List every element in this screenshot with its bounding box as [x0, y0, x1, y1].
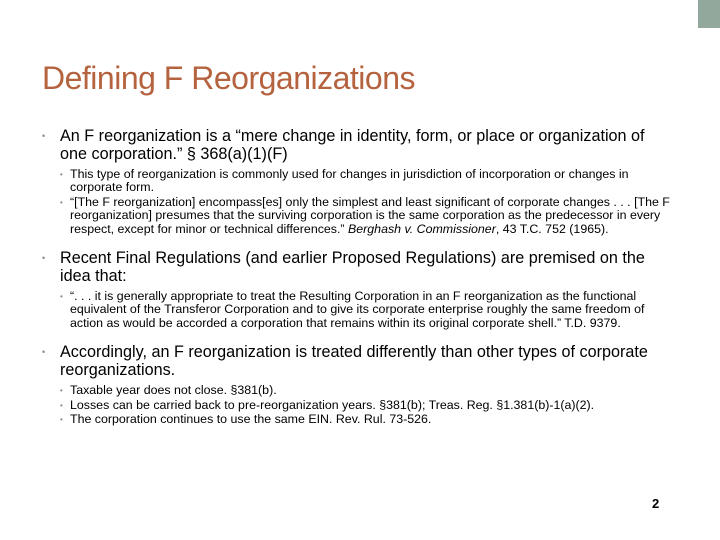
sub-bullet-3-2-text: Losses can be carried back to pre-reorganization years. §381(b); Treas. Reg. §1.381(b)-1(a)(2).	[70, 397, 595, 412]
case-citation: Berghash v. Commissioner	[348, 221, 496, 236]
bullet-2-text: Recent Final Regulations (and earlier Proposed Regulations) are premised on the idea that:	[60, 249, 645, 286]
sub-bullet-marker: •	[60, 415, 63, 425]
sub-bullet-marker: •	[60, 386, 63, 396]
bullet-2	[42, 249, 672, 285]
bullet-1	[42, 127, 672, 163]
page-number: 2	[652, 496, 660, 511]
bullet-3-text: Accordingly, an F reorganization is treated differently than other types of corporate reorganizations.	[60, 343, 648, 380]
bullet-marker: •	[42, 253, 46, 264]
corner-accent	[698, 0, 720, 28]
sub-bullet-1-2	[60, 196, 672, 236]
bullet-1-text: An F reorganization is a “mere change in identity, form, or place or organization of one corporation.” § 368(a)(1)(F)	[60, 127, 645, 163]
sub-bullet-2-1	[60, 290, 672, 330]
sub-bullet-3-1	[60, 384, 672, 397]
bullet-marker: •	[42, 347, 46, 358]
bullet-3-subs	[60, 384, 672, 426]
sub-bullet-3-1-text: Taxable year does not close. §381(b).	[70, 383, 277, 398]
bullet-1-subs	[60, 168, 672, 236]
sub-bullet-3-3	[60, 413, 672, 426]
sub-bullet-3-2	[60, 399, 672, 412]
sub-bullet-3-3-text: The corporation continues to use the same EIN. Rev. Rul. 73-526.	[70, 412, 432, 427]
sub-bullet-marker: •	[60, 400, 63, 410]
sub-bullet-2-1-text: “. . . it is generally appropriate to treat the Resulting Corporation in an F reorganization as the functional equivalent of the Transferor Corporation and to give its corporate enterprise roughly the same freedom of action as would be accorded a corporation that remains within its original corporate shell.” T.D. 9379.	[70, 289, 645, 330]
slide-body	[42, 127, 672, 439]
slide-top-band	[0, 0, 720, 28]
slide-title: Defining F Reorganizations	[42, 60, 415, 96]
bullet-marker: •	[42, 131, 46, 141]
bullet-3	[42, 343, 672, 379]
sub-bullet-1-2-text: “[The F reorganization] encompass[es] only the simplest and least significant of corporate changes . . . [The F reorganization] presumes that the surviving corporation is the same corporation as the predecessor in every respect, except for minor or technical differences.”	[70, 194, 670, 236]
sub-bullet-1-1	[60, 168, 672, 195]
sub-bullet-marker: •	[60, 170, 63, 179]
sub-bullet-1-1-text: This type of reorganization is commonly used for changes in jurisdiction of incorporation or changes in corporate form.	[70, 167, 629, 195]
sub-bullet-marker: •	[60, 292, 63, 302]
sub-bullet-marker: •	[60, 197, 63, 207]
citation-suffix: , 43 T.C. 752 (1965).	[495, 221, 609, 236]
bullet-2-subs	[60, 290, 672, 330]
